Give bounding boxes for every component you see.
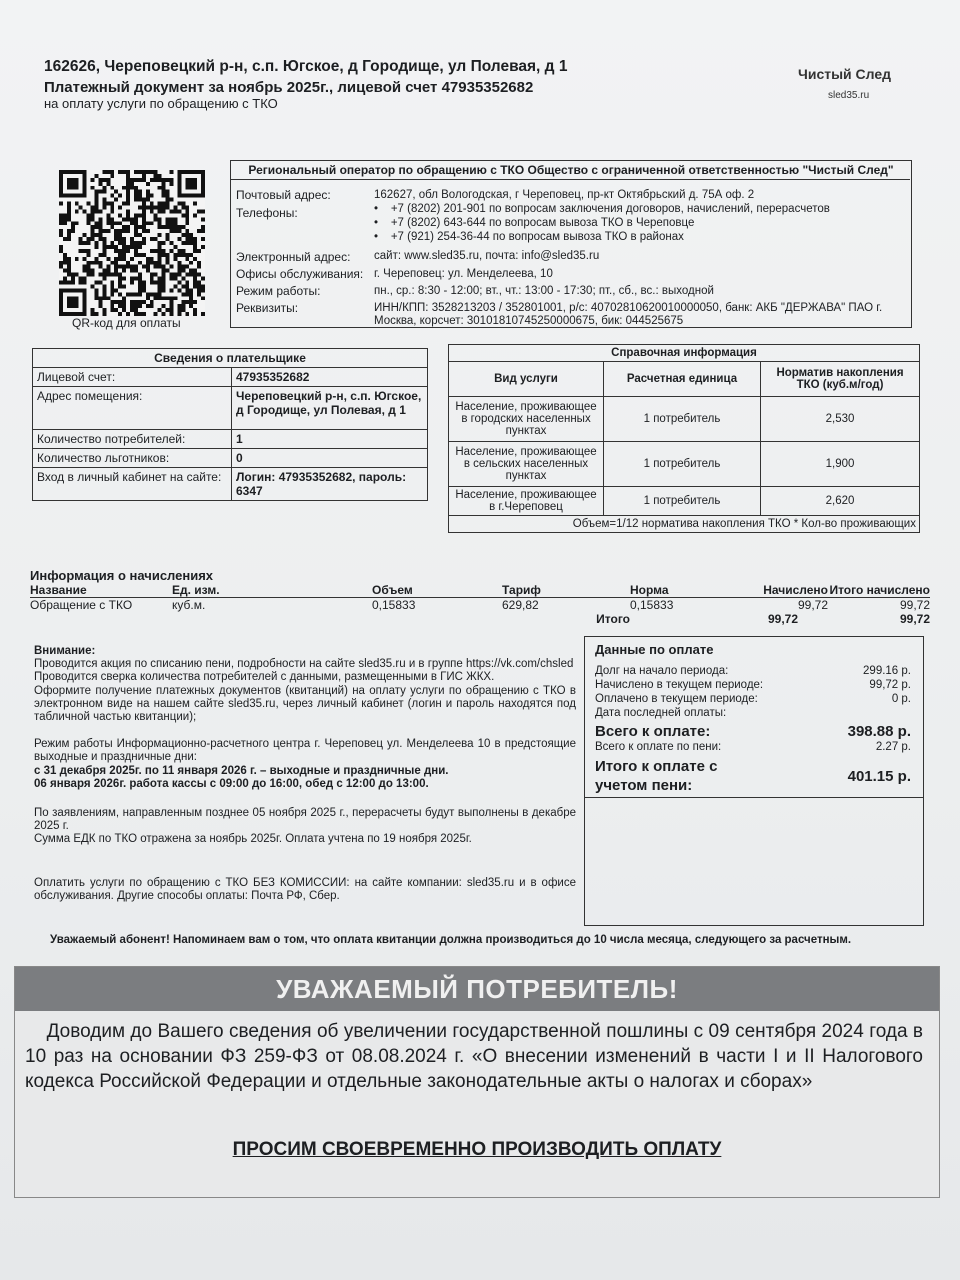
notice-box: [14, 966, 940, 1198]
column-header: Расчетная единица: [604, 362, 761, 397]
payer-table: [32, 348, 428, 501]
charges-section: [30, 568, 930, 626]
penalty-row: Всего к оплате по пени: 2.27 р.: [595, 741, 911, 753]
column-header: Название: [30, 583, 87, 597]
payment-row: Начислено в текущем периоде: 99,72 р.: [595, 679, 911, 691]
table-cell: 629,82: [502, 598, 539, 612]
phone-item: • +7 (921) 254-36-44 по вопросам вывоза ТКО в районах: [374, 231, 684, 243]
payer-label: Количество льготников:: [33, 449, 232, 468]
phone-item: • +7 (8202) 643-644 по вопросам вывоза ТКО в Череповце: [374, 217, 695, 229]
operator-label: Режим работы:: [236, 284, 321, 298]
qr-code: [58, 170, 206, 316]
column-header: Норма: [630, 583, 669, 597]
schedule-intro: Режим работы Информационно-расчетного центра г. Череповец ул. Менделеева 10 в предстоящие выходные и праздничные дни:: [34, 738, 576, 764]
operator-value: сайт: www.sled35.ru, почта: info@sled35.ru: [374, 250, 600, 262]
table-row: [33, 368, 428, 387]
reference-title: Справочная информация: [449, 345, 920, 362]
table-cell: 99,72: [797, 598, 828, 612]
payment-reminder: Уважаемый абонент! Напоминаем вам о том, что оплата квитанции должна производиться до 10 числа месяца, следующего за расчетным.: [50, 934, 852, 946]
operator-title: Региональный оператор по обращению с ТКО Общество с ограниченной ответственностью "Чистый След": [248, 163, 894, 177]
qr-label: QR-код для оплаты: [72, 316, 181, 330]
table-cell: Обращение с ТКО: [30, 598, 133, 612]
table-header-row: [449, 362, 920, 397]
charges-title: Информация о начислениях: [30, 568, 214, 583]
table-cell: 2,530: [761, 397, 920, 442]
payer-title: Сведения о плательщике: [33, 349, 428, 368]
operator-value: 162627, обл Вологодская, г Череповец, пр-кт Октябрьский д. 75А оф. 2: [374, 189, 755, 201]
attention-line: Оформите получение платежных документов (квитанций) на оплату услуги по обращению с ТКО в электронном виде на нашем сайте sled35.ru, через личный кабинет (логин и пароль находятся под табличной частью квитанции);: [34, 684, 576, 724]
operator-value: ИНН/КПП: 3528213203 / 352801001, р/с: 40702810620010000050, банк: АКБ "ДЕРЖАВА" ПАО г.: [374, 302, 883, 314]
table-row: [33, 430, 428, 449]
operator-box: [230, 160, 912, 328]
payment-title: Данные по оплате: [595, 642, 714, 657]
edk-note: Сумма ЕДК по ТКО отражена за ноябрь 2025г. Оплата учтена по 19 ноября 2025г.: [34, 833, 472, 846]
customer-address: 162626, Череповецкий р-н, с.п. Югское, д Городище, ул Полевая, д 1: [44, 58, 568, 75]
payment-row: Дата последней оплаты:: [595, 707, 727, 719]
operator-label: Реквизиты:: [236, 301, 299, 315]
payer-label: Лицевой счет:: [33, 368, 232, 387]
notice-text: Доводим до Вашего сведения об увеличении государственной пошлины с 09 сентября 2024 года в 10 раз на основании ФЗ 259-ФЗ от 08.08.2024 г. «О внесении изменений в части I и II Налогового кодекса Российской Федерации и отдельные законодательные акты о налогах и сборах»: [25, 1021, 924, 1092]
attention-line: Проводится сверка количества потребителей с данными, размещенными в ГИС ЖКХ.: [34, 671, 495, 684]
attention-block: [34, 645, 576, 903]
reference-table: [448, 344, 920, 533]
table-cell: 1,900: [761, 442, 920, 487]
attention-title: Внимание:: [34, 645, 96, 657]
beneficiaries-count: 0: [232, 449, 428, 468]
notice-banner: УВАЖАЕМЫЙ ПОТРЕБИТЕЛЬ!: [15, 967, 939, 1011]
premises-address: Череповецкий р-н, с.п. Югское, д Городище, ул Полевая, д 1: [232, 387, 428, 430]
column-header: Начислено: [763, 583, 828, 597]
total-row: Всего к оплате: 398.88 р.: [595, 723, 911, 740]
table-row: [33, 387, 428, 430]
table-cell: 0,15833: [630, 598, 674, 612]
table-cell: 2,620: [761, 487, 920, 516]
payer-label: Количество потребителей:: [33, 430, 232, 449]
document-subtitle: на оплату услуги по обращению с ТКО: [44, 96, 278, 111]
operator-label: Электронный адрес:: [236, 250, 351, 264]
schedule-line: 06 января 2026г. работа кассы с 09:00 до 16:00, обед с 12:00 до 13:00.: [34, 777, 429, 790]
consumers-count: 1: [232, 430, 428, 449]
operator-value: г. Череповец: ул. Менделеева, 10: [374, 268, 553, 280]
notice-call: ПРОСИМ СВОЕВРЕМЕННО ПРОИЗВОДИТЬ ОПЛАТУ: [232, 1139, 722, 1160]
table-cell: 1 потребитель: [604, 487, 761, 516]
table-cell: 1 потребитель: [604, 442, 761, 487]
column-header: Норматив накопления ТКО (куб.м/год): [761, 362, 920, 397]
document-title: Платежный документ за ноябрь 2025г., лицевой счет 47935352682: [44, 79, 534, 96]
column-header: Итого начислено: [829, 583, 930, 597]
payment-row: Долг на начало периода: 299.16 р.: [595, 665, 911, 677]
table-row: [449, 442, 920, 487]
account-number: 47935352682: [232, 368, 428, 387]
table-cell: Население, проживающее в г.Череповец: [449, 487, 604, 516]
grand-total-row: Итого к оплате с учетом пени: 401.15 р.: [595, 758, 911, 794]
payment-box: [584, 636, 924, 926]
payer-label: Вход в личный кабинет на сайте:: [33, 468, 232, 501]
operator-value: пн., ср.: 8:30 - 12:00; вт., чт.: 13:00 - 17:30; пт., сб., вс.: выходной: [374, 285, 714, 297]
total-all: 99,72: [899, 612, 930, 626]
total-charged: 99,72: [767, 612, 798, 626]
schedule-line: с 31 декабря 2025г. по 11 января 2026 г. – выходные и праздничные дни.: [34, 764, 449, 777]
table-cell: 1 потребитель: [604, 397, 761, 442]
table-row: [33, 468, 428, 501]
operator-label: Почтовый адрес:: [236, 188, 331, 202]
payer-label: Адрес помещения:: [33, 387, 232, 430]
operator-value: Москва, корсчет: 30101810745250000675, бик: 044525675: [374, 315, 684, 327]
recalc-note: По заявлениям, направленным позднее 05 ноября 2025 г., перерасчеты будут выполнены в декабре 2025 г.: [34, 807, 576, 833]
operator-label: Телефоны:: [236, 206, 298, 220]
company-logo: Чистый След: [798, 66, 892, 82]
payment-row: Оплачено в текущем периоде: 0 р.: [595, 693, 911, 705]
charges-header: [30, 583, 930, 598]
charges-total-row: [30, 612, 930, 626]
table-row: [33, 449, 428, 468]
cabinet-login: Логин: 47935352682, пароль: 6347: [232, 468, 428, 501]
operator-label: Офисы обслуживания:: [236, 267, 364, 281]
column-header: Тариф: [502, 583, 541, 597]
table-cell: Население, проживающее в сельских населенных пунктах: [449, 442, 604, 487]
company-site: sled35.ru: [828, 90, 870, 101]
column-header: Вид услуги: [449, 362, 604, 397]
table-cell: Население, проживающее в городских населенных пунктах: [449, 397, 604, 442]
table-cell: 99,72: [899, 598, 930, 612]
attention-line: Проводится акция по списанию пени, подробности на сайте sled35.ru и в группе https://vk.com/chsled: [34, 658, 574, 671]
table-row: [449, 397, 920, 442]
payment-methods: Оплатить услуги по обращению с ТКО БЕЗ КОМИССИИ: на сайте компании: sled35.ru и в офисе обслуживания. Другие способы оплаты: Почта РФ, Сбер.: [34, 876, 576, 902]
table-row: [449, 487, 920, 516]
reference-footnote: Объем=1/12 норматива накопления ТКО * Кол-во проживающих: [449, 516, 920, 533]
table-cell: куб.м.: [172, 598, 206, 612]
phone-item: • +7 (8202) 201-901 по вопросам заключения договоров, начислений, перерасчетов: [374, 203, 830, 215]
column-header: Ед. изм.: [172, 583, 220, 597]
table-row: [30, 598, 930, 612]
total-label: Итого: [596, 612, 630, 626]
column-header: Объем: [372, 583, 413, 597]
table-cell: 0,15833: [372, 598, 416, 612]
